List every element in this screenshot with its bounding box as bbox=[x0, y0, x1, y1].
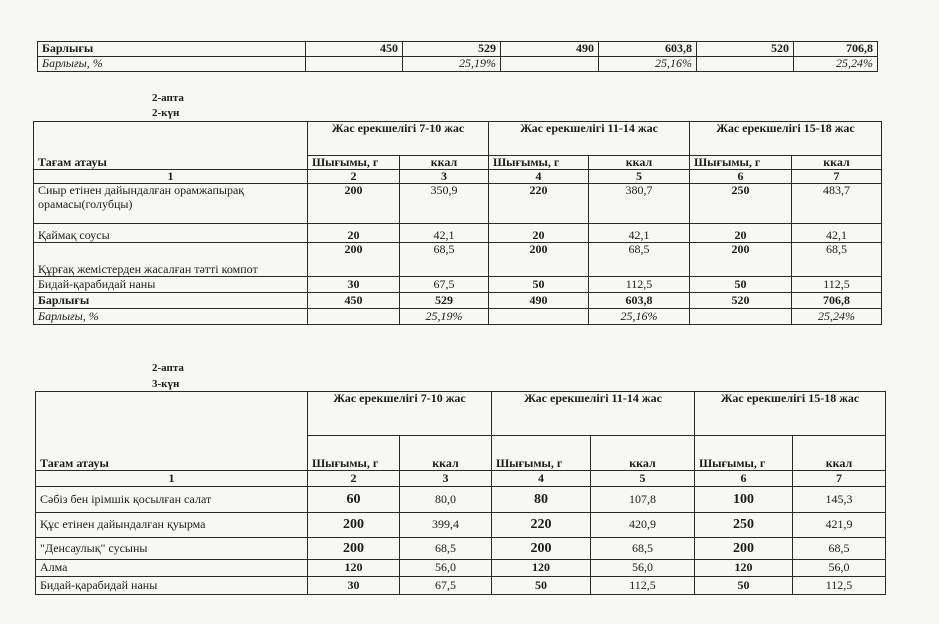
number-cell: 6 bbox=[690, 170, 792, 184]
percent-cell: 25,19% bbox=[403, 57, 501, 72]
dish-name: Қаймақ соусы bbox=[34, 224, 308, 243]
table-row bbox=[36, 560, 886, 577]
age-group-header: Жас ерекшелігі 15-18 жас bbox=[695, 392, 886, 436]
value-cell: 30 bbox=[308, 277, 400, 293]
total-cell: 706,8 bbox=[792, 293, 882, 309]
total-cell: 529 bbox=[400, 293, 489, 309]
value-cell: 56,0 bbox=[400, 560, 492, 577]
number-cell: 5 bbox=[591, 471, 695, 487]
number-cell: 1 bbox=[36, 471, 308, 487]
dish-name: "Денсаулық" сусыны bbox=[36, 538, 308, 560]
value-cell: 67,5 bbox=[400, 577, 492, 595]
value-cell: 68,5 bbox=[589, 243, 690, 277]
value-cell: 200 bbox=[308, 184, 400, 224]
subheader-cell: ккал bbox=[793, 436, 886, 471]
header-row bbox=[34, 122, 882, 156]
value-cell: 200 bbox=[695, 538, 793, 560]
dish-name: Құрғақ жемістерден жасалған тәтті компот bbox=[34, 243, 308, 277]
week-label: 2-апта bbox=[152, 362, 184, 374]
day-label: 3-күн bbox=[152, 378, 180, 390]
value-cell: 380,7 bbox=[589, 184, 690, 224]
day3-menu-table bbox=[35, 391, 886, 595]
empty-cell bbox=[306, 57, 403, 72]
percent-row bbox=[38, 57, 878, 72]
value-cell: 120 bbox=[492, 560, 591, 577]
dish-name: Бидай-қарабидай наны bbox=[34, 277, 308, 293]
value-cell: 112,5 bbox=[589, 277, 690, 293]
value-cell: 220 bbox=[492, 513, 591, 538]
top-totals-table bbox=[37, 41, 878, 72]
value-cell: 420,9 bbox=[591, 513, 695, 538]
value-cell: 200 bbox=[308, 538, 400, 560]
number-cell: 2 bbox=[308, 471, 400, 487]
value-cell: 200 bbox=[492, 538, 591, 560]
subheader-cell: Шығымы, г bbox=[492, 436, 591, 471]
value-cell: 50 bbox=[690, 277, 792, 293]
value-cell: 399,4 bbox=[400, 513, 492, 538]
empty-cell bbox=[690, 309, 792, 325]
value-cell: 80,0 bbox=[400, 487, 492, 513]
number-cell: 4 bbox=[489, 170, 589, 184]
empty-cell bbox=[489, 309, 589, 325]
value-cell: 112,5 bbox=[792, 277, 882, 293]
value-cell: 68,5 bbox=[400, 243, 489, 277]
number-cell: 4 bbox=[492, 471, 591, 487]
empty-cell bbox=[501, 57, 599, 72]
total-cell: 529 bbox=[403, 42, 501, 57]
number-cell: 3 bbox=[400, 471, 492, 487]
total-cell: 706,8 bbox=[794, 42, 878, 57]
value-cell: 68,5 bbox=[400, 538, 492, 560]
empty-cell bbox=[308, 309, 400, 325]
total-cell: 520 bbox=[697, 42, 794, 57]
number-row bbox=[36, 471, 886, 487]
value-cell: 30 bbox=[308, 577, 400, 595]
age-group-header: Жас ерекшелігі 11-14 жас bbox=[492, 392, 695, 436]
age-group-header: Жас ерекшелігі 11-14 жас bbox=[489, 122, 690, 156]
percent-row bbox=[34, 309, 882, 325]
percent-label: Барлығы, % bbox=[34, 309, 308, 325]
subheader-cell: Шығымы, г bbox=[308, 436, 400, 471]
subheader-cell: Шығымы, г bbox=[308, 156, 400, 170]
value-cell: 112,5 bbox=[793, 577, 886, 595]
value-cell: 200 bbox=[690, 243, 792, 277]
dish-name: Сәбіз бен ірімшік қосылған салат bbox=[36, 487, 308, 513]
value-cell: 56,0 bbox=[591, 560, 695, 577]
value-cell: 20 bbox=[308, 224, 400, 243]
subheader-cell: Шығымы, г bbox=[695, 436, 793, 471]
value-cell: 42,1 bbox=[792, 224, 882, 243]
day-label: 2-күн bbox=[152, 107, 180, 119]
subheader-cell: ккал bbox=[400, 156, 489, 170]
number-cell: 7 bbox=[793, 471, 886, 487]
total-label: Барлығы bbox=[34, 293, 308, 309]
number-cell: 6 bbox=[695, 471, 793, 487]
value-cell: 107,8 bbox=[591, 487, 695, 513]
number-cell: 7 bbox=[792, 170, 882, 184]
age-group-header: Жас ерекшелігі 7-10 жас bbox=[308, 392, 492, 436]
day2-menu-table bbox=[33, 121, 882, 325]
value-cell: 112,5 bbox=[591, 577, 695, 595]
total-row bbox=[38, 42, 878, 57]
number-cell: 1 bbox=[34, 170, 308, 184]
percent-cell: 25,24% bbox=[792, 309, 882, 325]
total-cell: 450 bbox=[308, 293, 400, 309]
value-cell: 60 bbox=[308, 487, 400, 513]
table-row bbox=[36, 513, 886, 538]
total-cell: 603,8 bbox=[599, 42, 697, 57]
column-header-name: Тағам атауы bbox=[36, 392, 308, 471]
total-cell: 490 bbox=[489, 293, 589, 309]
total-label: Барлығы bbox=[38, 42, 306, 57]
value-cell: 42,1 bbox=[400, 224, 489, 243]
percent-cell: 25,19% bbox=[400, 309, 489, 325]
percent-label: Барлығы, % bbox=[38, 57, 306, 72]
dish-name: Бидай-қарабидай наны bbox=[36, 577, 308, 595]
value-cell: 80 bbox=[492, 487, 591, 513]
value-cell: 421,9 bbox=[793, 513, 886, 538]
subheader-cell: ккал bbox=[589, 156, 690, 170]
header-row bbox=[36, 392, 886, 436]
age-group-header: Жас ерекшелігі 7-10 жас bbox=[308, 122, 489, 156]
value-cell: 145,3 bbox=[793, 487, 886, 513]
value-cell: 120 bbox=[695, 560, 793, 577]
percent-cell: 25,16% bbox=[599, 57, 697, 72]
value-cell: 20 bbox=[690, 224, 792, 243]
value-cell: 200 bbox=[489, 243, 589, 277]
subheader-cell: Шығымы, г bbox=[690, 156, 792, 170]
table-row bbox=[34, 243, 882, 277]
empty-cell bbox=[697, 57, 794, 72]
subheader-cell: ккал bbox=[792, 156, 882, 170]
percent-cell: 25,16% bbox=[589, 309, 690, 325]
number-cell: 2 bbox=[308, 170, 400, 184]
age-group-header: Жас ерекшелігі 15-18 жас bbox=[690, 122, 882, 156]
total-cell: 520 bbox=[690, 293, 792, 309]
subheader-cell: ккал bbox=[591, 436, 695, 471]
value-cell: 200 bbox=[308, 243, 400, 277]
value-cell: 50 bbox=[695, 577, 793, 595]
table-row bbox=[36, 577, 886, 595]
number-cell: 3 bbox=[400, 170, 489, 184]
percent-cell: 25,24% bbox=[794, 57, 878, 72]
value-cell: 220 bbox=[489, 184, 589, 224]
subheader-cell: Шығымы, г bbox=[489, 156, 589, 170]
dish-name: Алма bbox=[36, 560, 308, 577]
value-cell: 50 bbox=[489, 277, 589, 293]
table-row bbox=[34, 277, 882, 293]
table-row bbox=[36, 487, 886, 513]
number-cell: 5 bbox=[589, 170, 690, 184]
number-row bbox=[34, 170, 882, 184]
total-row bbox=[34, 293, 882, 309]
total-cell: 450 bbox=[306, 42, 403, 57]
week-label: 2-апта bbox=[152, 92, 184, 104]
subheader-cell: ккал bbox=[400, 436, 492, 471]
value-cell: 200 bbox=[308, 513, 400, 538]
dish-name: Құс етінен дайындалған қуырма bbox=[36, 513, 308, 538]
table-row bbox=[36, 538, 886, 560]
value-cell: 350,9 bbox=[400, 184, 489, 224]
column-header-name: Тағам атауы bbox=[34, 122, 308, 170]
value-cell: 250 bbox=[695, 513, 793, 538]
total-cell: 490 bbox=[501, 42, 599, 57]
table-row bbox=[34, 224, 882, 243]
value-cell: 42,1 bbox=[589, 224, 690, 243]
value-cell: 56,0 bbox=[793, 560, 886, 577]
value-cell: 68,5 bbox=[792, 243, 882, 277]
value-cell: 250 bbox=[690, 184, 792, 224]
value-cell: 68,5 bbox=[591, 538, 695, 560]
value-cell: 50 bbox=[492, 577, 591, 595]
value-cell: 100 bbox=[695, 487, 793, 513]
total-cell: 603,8 bbox=[589, 293, 690, 309]
value-cell: 120 bbox=[308, 560, 400, 577]
value-cell: 67,5 bbox=[400, 277, 489, 293]
value-cell: 483,7 bbox=[792, 184, 882, 224]
value-cell: 20 bbox=[489, 224, 589, 243]
value-cell: 68,5 bbox=[793, 538, 886, 560]
dish-name: Сиыр етінен дайындалған орамжапырақ орамасы(голубцы) bbox=[34, 184, 308, 224]
table-row bbox=[34, 184, 882, 224]
